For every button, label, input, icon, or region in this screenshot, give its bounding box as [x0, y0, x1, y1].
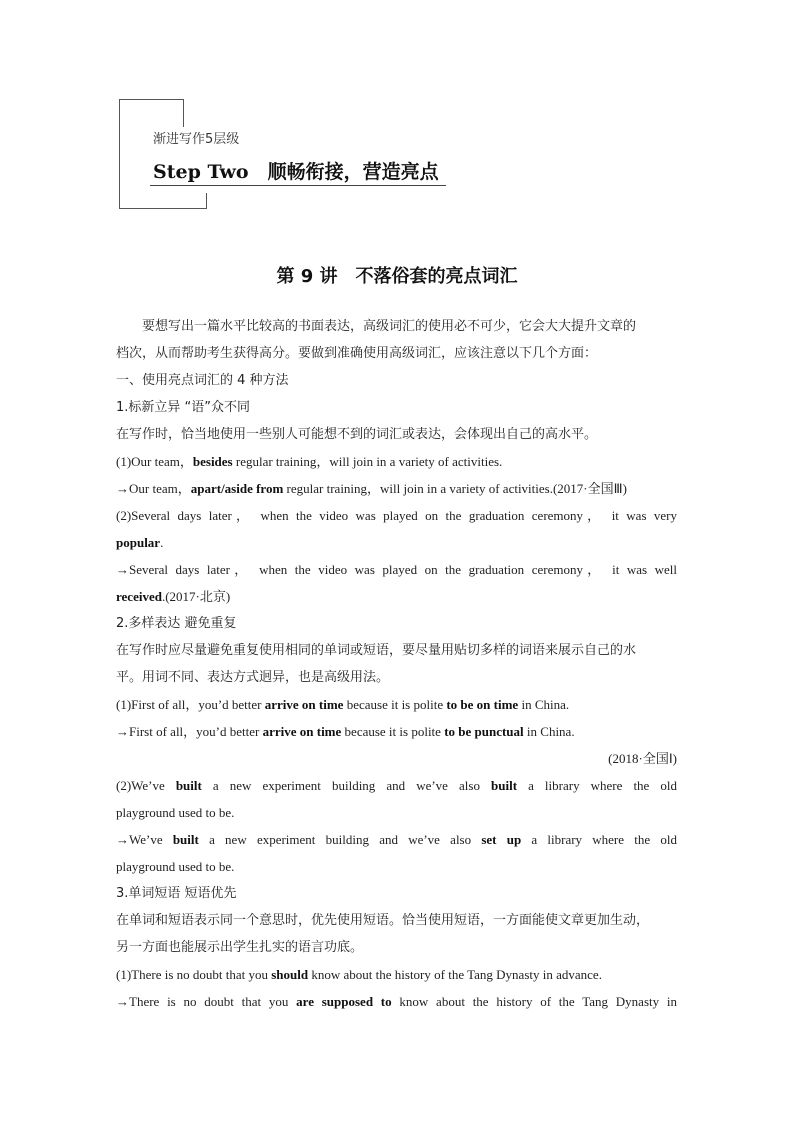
- method-heading: 1.标新立异 “语”众不同: [116, 400, 251, 415]
- source-note: (2018·全国Ⅰ): [608, 751, 677, 766]
- header-title: Step Two 顺畅衔接，营造亮点: [153, 161, 439, 183]
- improved-sentence: →Our team，apart/aside from regular training，will join in a variety of activities.(2017·全国Ⅲ): [116, 481, 627, 496]
- frame-line: [183, 99, 184, 127]
- example-sentence: (2)Several days later， when the video was played on the graduation ceremony， it was very: [116, 508, 677, 523]
- section-header: [119, 99, 449, 211]
- improved-sentence: received.(2017·北京): [116, 589, 231, 604]
- improved-sentence: →There is no doubt that you are supposed to know about the history of the Tang Dynasty in: [116, 994, 677, 1009]
- method-description: 另一方面也能展示出学生扎实的语言功底。: [116, 940, 364, 955]
- example-sentence: popular.: [116, 535, 164, 550]
- lesson-title: 第 9 讲 不落俗套的亮点词汇: [276, 266, 518, 287]
- method-description: 在单词和短语表示同一个意思时，优先使用短语。恰当使用短语，一方面能使文章更加生动，: [116, 913, 650, 928]
- intro-line: 档次，从而帮助考生获得高分。要做到准确使用高级词汇，应该注意以下几个方面：: [116, 346, 598, 361]
- frame-line: [119, 99, 184, 100]
- method-description: 在写作时，恰当地使用一些别人可能想不到的词汇或表达，会体现出自己的高水平。: [116, 427, 598, 442]
- method-heading: 3.单词短语 短语优先: [116, 886, 237, 901]
- title-underline: [150, 185, 446, 186]
- frame-line: [119, 99, 120, 209]
- example-sentence: playground used to be.: [116, 805, 235, 820]
- method-description: 在写作时应尽量避免重复使用相同的单词或短语，要尽量用贴切多样的词语来展示自己的水: [116, 643, 637, 658]
- header-subtitle: 渐进写作5层级: [153, 132, 240, 147]
- document-body: [116, 313, 677, 1015]
- frame-line: [206, 193, 207, 209]
- example-sentence: (1)First of all，you’d better arrive on time because it is polite to be on time in China.: [116, 697, 570, 712]
- improved-sentence: →Several days later， when the video was played on the graduation ceremony， it was well: [116, 562, 677, 577]
- example-sentence: (1)Our team，besides regular training，will join in a variety of activities.: [116, 454, 503, 469]
- method-heading: 2.多样表达 避免重复: [116, 616, 237, 631]
- improved-sentence: →We’ve built a new experiment building and we’ve also set up a library where the old: [116, 832, 677, 847]
- section-heading: 一、使用亮点词汇的 4 种方法: [116, 373, 289, 388]
- example-sentence: (1)There is no doubt that you should know about the history of the Tang Dynasty in advance.: [116, 967, 602, 982]
- example-sentence: (2)We’ve built a new experiment building and we’ve also built a library where the old: [116, 778, 677, 793]
- improved-sentence: →First of all，you’d better arrive on time because it is polite to be punctual in China.: [116, 724, 575, 739]
- intro-line: 要想写出一篇水平比较高的书面表达，高级词汇的使用必不可少，它会大大提升文章的: [142, 319, 637, 334]
- improved-sentence: playground used to be.: [116, 859, 235, 874]
- method-description: 平。用词不同、表达方式迥异，也是高级用法。: [116, 670, 390, 685]
- frame-line: [119, 208, 207, 209]
